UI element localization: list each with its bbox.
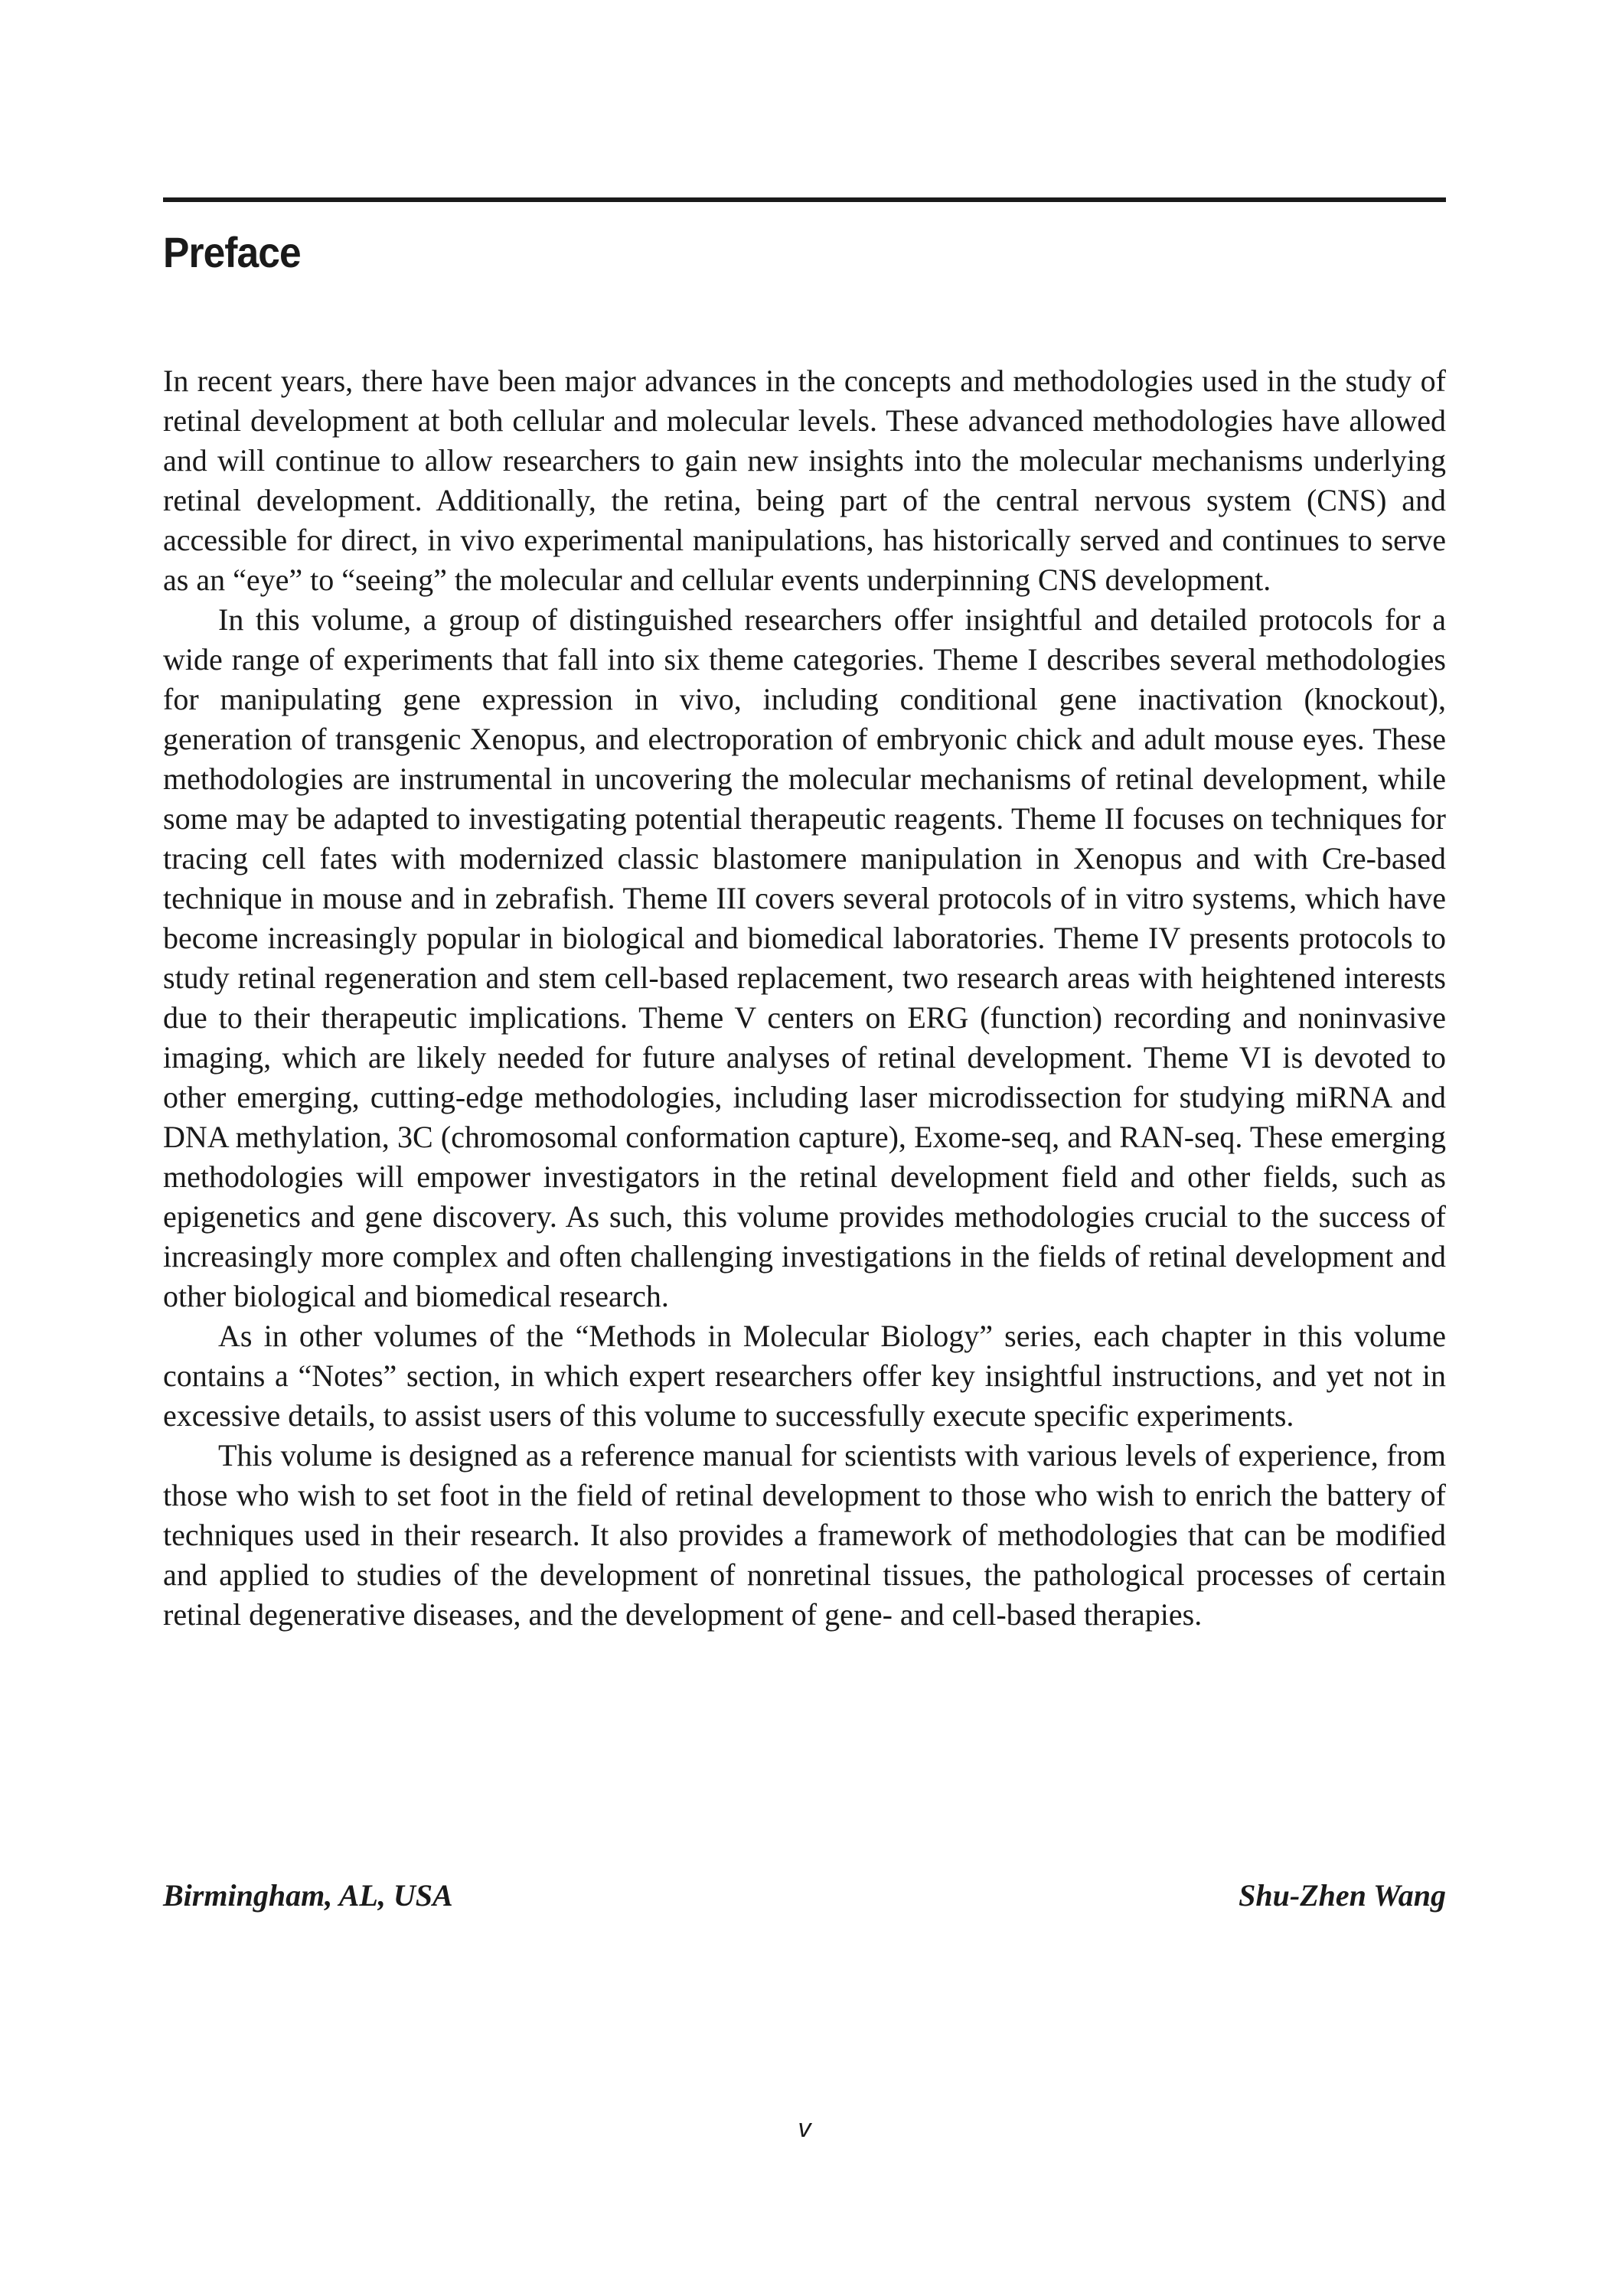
paragraph-3: As in other volumes of the “Methods in Molecular Biology” series, each chapter in this volume contains a “Notes” section, in which expert researchers offer key insightful instructions, and yet not in excessive details, to assist users of this volume to successfully execute specific experiments. [163, 1319, 1446, 1433]
title-rule [163, 197, 1446, 202]
signature-location: Birmingham, AL, USA [163, 1878, 453, 1913]
page-number: v [798, 2114, 811, 2143]
preface-body [163, 361, 1446, 1635]
paragraph-4: This volume is designed as a reference manual for scientists with various levels of experience, from those who wish to set foot in the field of retinal development to those who wish to enrich the battery of techniques used in their research. It also provides a framework of methodologies that can be modified and applied to studies of the development of nonretinal tissues, the pathological processes of certain retinal degenerative diseases, and the development of gene- and cell-based therapies. [163, 1438, 1446, 1632]
paragraph-1: In recent years, there have been major advances in the concepts and methodologies used in the study of retinal development at both cellular and molecular levels. These advanced methodologies have allowed and will continue to allow researchers to gain new insights into the molecular mechanisms underlying retinal development. Additionally, the retina, being part of the central nervous system (CNS) and accessible for direct, in vivo experimental manipulations, has historically served and continues to serve as an “eye” to “seeing” the molecular and cellular events underpinning CNS development. [163, 364, 1446, 597]
signature-line [163, 1876, 1446, 1916]
page-title: Preface [163, 228, 301, 276]
paragraph-2: In this volume, a group of distinguished researchers offer insightful and detailed protocols for a wide range of experiments that fall into six theme categories. Theme I describes several methodologies for manipulating gene expression in vivo, including conditional gene inactivation (knockout), generation of transgenic Xenopus, and electroporation of embryonic chick and adult mouse eyes. These methodologies are instrumental in uncovering the molecular mechanisms of retinal development, while some may be adapted to investigating potential therapeutic reagents. Theme II focuses on techniques for tracing cell fates with modernized classic blastomere manipulation in Xenopus and with Cre-based technique in mouse and in zebrafish. Theme III covers several protocols of in vitro systems, which have become increasingly popular in biological and biomedical laboratories. Theme IV presents protocols to study retinal regeneration and stem cell-based replacement, two research areas with heightened interests due to their therapeutic implications. Theme V centers on ERG (function) recording and noninvasive imaging, which are likely needed for future analyses of retinal development. Theme VI is devoted to other emerging, cutting-edge methodologies, including laser microdissection for studying miRNA and DNA methylation, 3C (chromosomal conformation capture), Exome-seq, and RAN-seq. These emerging methodologies will empower investigators in the retinal development field and other fields, such as epigenetics and gene discovery. As such, this volume provides methodologies crucial to the success of increasingly more complex and often challenging investigations in the fields of retinal development and other biological and biomedical research. [163, 602, 1446, 1313]
signature-author: Shu-Zhen Wang [1239, 1878, 1446, 1913]
